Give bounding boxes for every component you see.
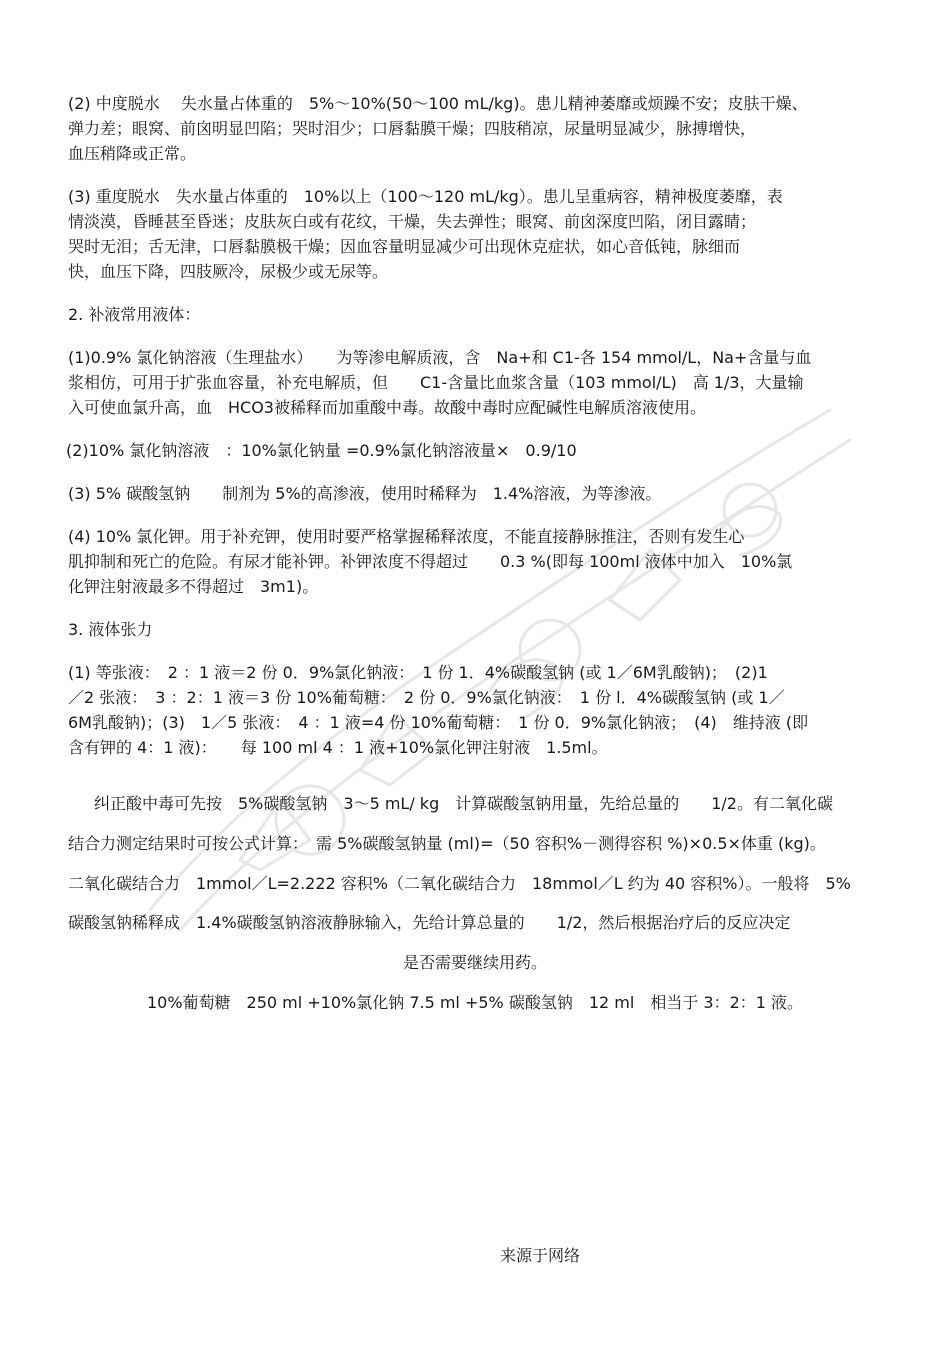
section2-title: 2. 补液常用液体： [68, 305, 201, 324]
saline-line-2: 浆相仿，可用于扩张血容量，补充电解质，但 C1-含量比血浆含量（103 mmol/L) 高 1/3，大量输 [68, 373, 804, 392]
severe-dehydration-line-3: 哭时无泪；舌无津，口唇黏膜极干燥；因血容量明显减少可出现休克症状，如心音低钝，脉细而 [68, 237, 741, 256]
acidosis-line-2: 结合力测定结果时可按公式计算： 需 5%碳酸氢钠量 (ml)=（50 容积%－测得容积 %)×0.5×体重 (kg)。 [68, 834, 826, 853]
kcl-line-2: 肌抑制和死亡的危险。有尿才能补钾。补钾浓度不得超过 0.3 %(即每 100ml 液体中加入 10%氯 [68, 552, 793, 571]
moderate-dehydration-line-2: 弹力差；眼窝、前囟明显凹陷；哭时泪少；口唇黏膜干燥；四肢稍凉，尿量明显减少，脉搏增快， [68, 119, 757, 138]
kcl-line-3: 化钾注射液最多不得超过 3m1)。 [68, 577, 319, 596]
acidosis-line-4: 碳酸氢钠稀释成 1.4%碳酸氢钠溶液静脉输入，先给计算总量的 1/2，然后根据治疗后的反应决定 [68, 913, 791, 932]
acidosis-line-3: 二氧化碳结合力 1mmol／L=2.222 容积%（二氧化碳结合力 18mmol／L 约为 40 容积%）。一般将 5% [68, 874, 851, 893]
saline-line-3: 入可使血氯升高，血 HCO3被稀释而加重酸中毒。故酸中毒时应配碱性电解质溶液使用。 [68, 398, 706, 417]
moderate-dehydration-line-3: 血压稍降或正常。 [68, 144, 197, 163]
severe-dehydration-line-1: (3) 重度脱水 失水量占体重的 10%以上（100～120 mL/kg）。患儿呈重病容，精神极度萎靡，表 [68, 187, 783, 206]
tonicity-line-3: 6M乳酸钠)；(3) 1／5 张液： 4 ：1 液=4 份 10%葡萄糖： 1 份 0．9%氯化钠液； (4) 维持液 (即 [68, 713, 809, 732]
moderate-dehydration-line-1: (2) 中度脱水 失水量占体重的 5%～10%(50～100 mL/kg)。患儿精神萎靡或烦躁不安；皮肤干燥、 [68, 94, 808, 113]
tonicity-line-4: 含有钾的 4：1 液)： 每 100 ml 4 ：1 液+10%氯化钾注射液 1.5ml。 [68, 738, 608, 757]
nacl-10-line: (2)10% 氯化钠溶液 ：10%氯化钠量 =0.9%氯化钠溶液量× 0.9/10 [66, 441, 577, 460]
tonicity-line-2: ／2 张液： 3 ：2：1 液＝3 份 10%葡萄糖： 2 份 0．9%氯化钠液： 1 份 l．4%碳酸氢钠 (或 1／ [68, 688, 785, 707]
severe-dehydration-line-4: 快，血压下降，四肢厥冷，尿极少或无尿等。 [68, 262, 389, 281]
footer-source: 来源于网络 [500, 1246, 581, 1265]
mixture-formula: 10%葡萄糖 250 ml +10%氯化钠 7.5 ml +5% 碳酸氢钠 12 ml 相当于 3：2：1 液。 [146, 993, 804, 1012]
severe-dehydration-line-2: 情淡漠，昏睡甚至昏迷；皮肤灰白或有花纹，干燥，失去弹性；眼窝、前囟深度凹陷，闭目露睛； [68, 212, 757, 231]
acidosis-line-1: 纠正酸中毒可先按 5%碳酸氢钠 3～5 mL/ kg 计算碳酸氢钠用量，先给总量的 1/2。有二氧化碳 [94, 794, 833, 813]
saline-line-1: (1)0.9% 氯化钠溶液（生理盐水） 为等渗电解质液，含 Na+和 C1-各 154 mmol/L，Na+含量与血 [68, 348, 812, 367]
tonicity-line-1: (1) 等张液： 2 ：1 液＝2 份 0．9%氯化钠液： 1 份 1．4%碳酸氢钠 (或 1／6M乳酸钠)； (2)1 [68, 663, 768, 682]
kcl-line-1: (4) 10% 氯化钾。用于补充钾，使用时要严格掌握稀释浓度，不能直接静脉推注，否则有发生心 [68, 527, 745, 546]
acidosis-line-5: 是否需要继续用药。 [402, 953, 547, 972]
bicarbonate-line: (3) 5% 碳酸氢钠 制剂为 5%的高渗液，使用时稀释为 1.4%溶液，为等渗液。 [68, 484, 662, 503]
section3-title: 3. 液体张力 [68, 620, 153, 639]
